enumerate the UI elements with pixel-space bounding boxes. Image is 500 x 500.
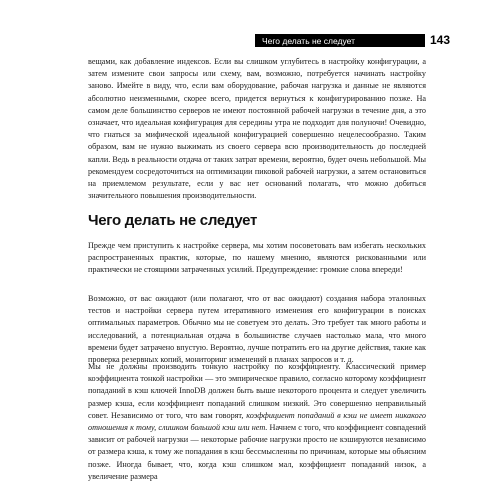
paragraph-2: Прежде чем приступить к настройке сервера, мы хотим посоветовать вам избегать нескольких распространенных практик, которые, по нашему мнению, являются рискованными или практически не стоящими затраченных усилий. Предупреждение: громкие слова впереди!: [88, 241, 426, 275]
body-text-top: [88, 56, 426, 202]
running-header-title: Чего делать не следует: [262, 36, 355, 46]
paragraph-4-part-b: Начнем с того, что коэффициент совпадений зависит от рабочей нагрузки — некоторые рабочие нагрузки просто не кэшируются независимо от размера кэша, к тому же попадания в кэш бессмысленны по причинам, которые мы объясним позже. Иногда бывает, что, когда кэш слишком мал, коэффициент попаданий низок, а увеличение размера: [88, 423, 426, 481]
paragraph-1: вещами, как добавление индексов. Если вы слишком углубитесь в настройку конфигурации, а затем измените свои запросы или схему, вам, возможно, потребуется начинать настройку заново. Имейте в виду, что, если вам оборудование, рабочая нагрузка и данные не являются абсолютно неизменными, скорее всего, придется вернуться к конфигурированию позже. На самом деле большинство серверов не имеют постоянной рабочей нагрузки в течение дня, а это означает, что идеальная конфигурация для середины утра не подходит для полуночи! Очевидно, что гнаться за мифической идеальной конфигурацией совершенно нецелесообразно. Таким образом, вам не нужно выжимать из своего сервера всю производительность до последней капли. Ведь в реальности отдача от таких затрат времени, вероятно, будет очень небольшой. Мы рекомендуем сосредоточиться на оптимизации пиковой рабочей нагрузки, а затем остановиться на приемлемом результате, если у вас нет оснований полагать, что можно добиться значительного повышения производительности.: [88, 57, 426, 201]
paragraph-3: Возможно, от вас ожидают (или полагают, что от вас ожидают) создания набора эталонных тестов и настройки сервера путем итеративного изменения его конфигурации в поисках оптимальных параметров. Обычно мы не советуем это делать. Это требует так много работы и исследований, а потенциальная отдача в большинстве случаев настолько мала, что много времени будет затрачено впустую. Вероятно, лучше потратить его на другие действия, такие как проверка резервных копий, мониторинг изменений в планах запросов и т. д.: [88, 294, 426, 365]
body-text-bottom: [88, 361, 426, 483]
page-number: 143: [430, 33, 451, 47]
paragraph-4-emphasis: коэффициент попаданий в кэш не имеет никакого отношения к тому, слишком большой кэш или нет.: [88, 410, 426, 433]
running-header: [0, 0, 500, 47]
body-text-intro: [88, 240, 426, 277]
paragraph-4: [88, 361, 426, 483]
body-text-middle: [88, 293, 426, 366]
paragraph-4-part-a: Мы не должны производить тонкую настройку по коэффициенту. Классический пример коэффициента тонкой настройки — это эмпирическое правило, согласно которому коэффициент попаданий в кэш ключей InnoDB должен быть выше некоторого процента и следует увеличить размер кэша, если коэффициент попаданий слишком низкий. Это совершенно неправильный совет. Независимо от того, что вам говорят,: [88, 362, 426, 420]
section-heading: Чего делать не следует: [88, 212, 258, 229]
